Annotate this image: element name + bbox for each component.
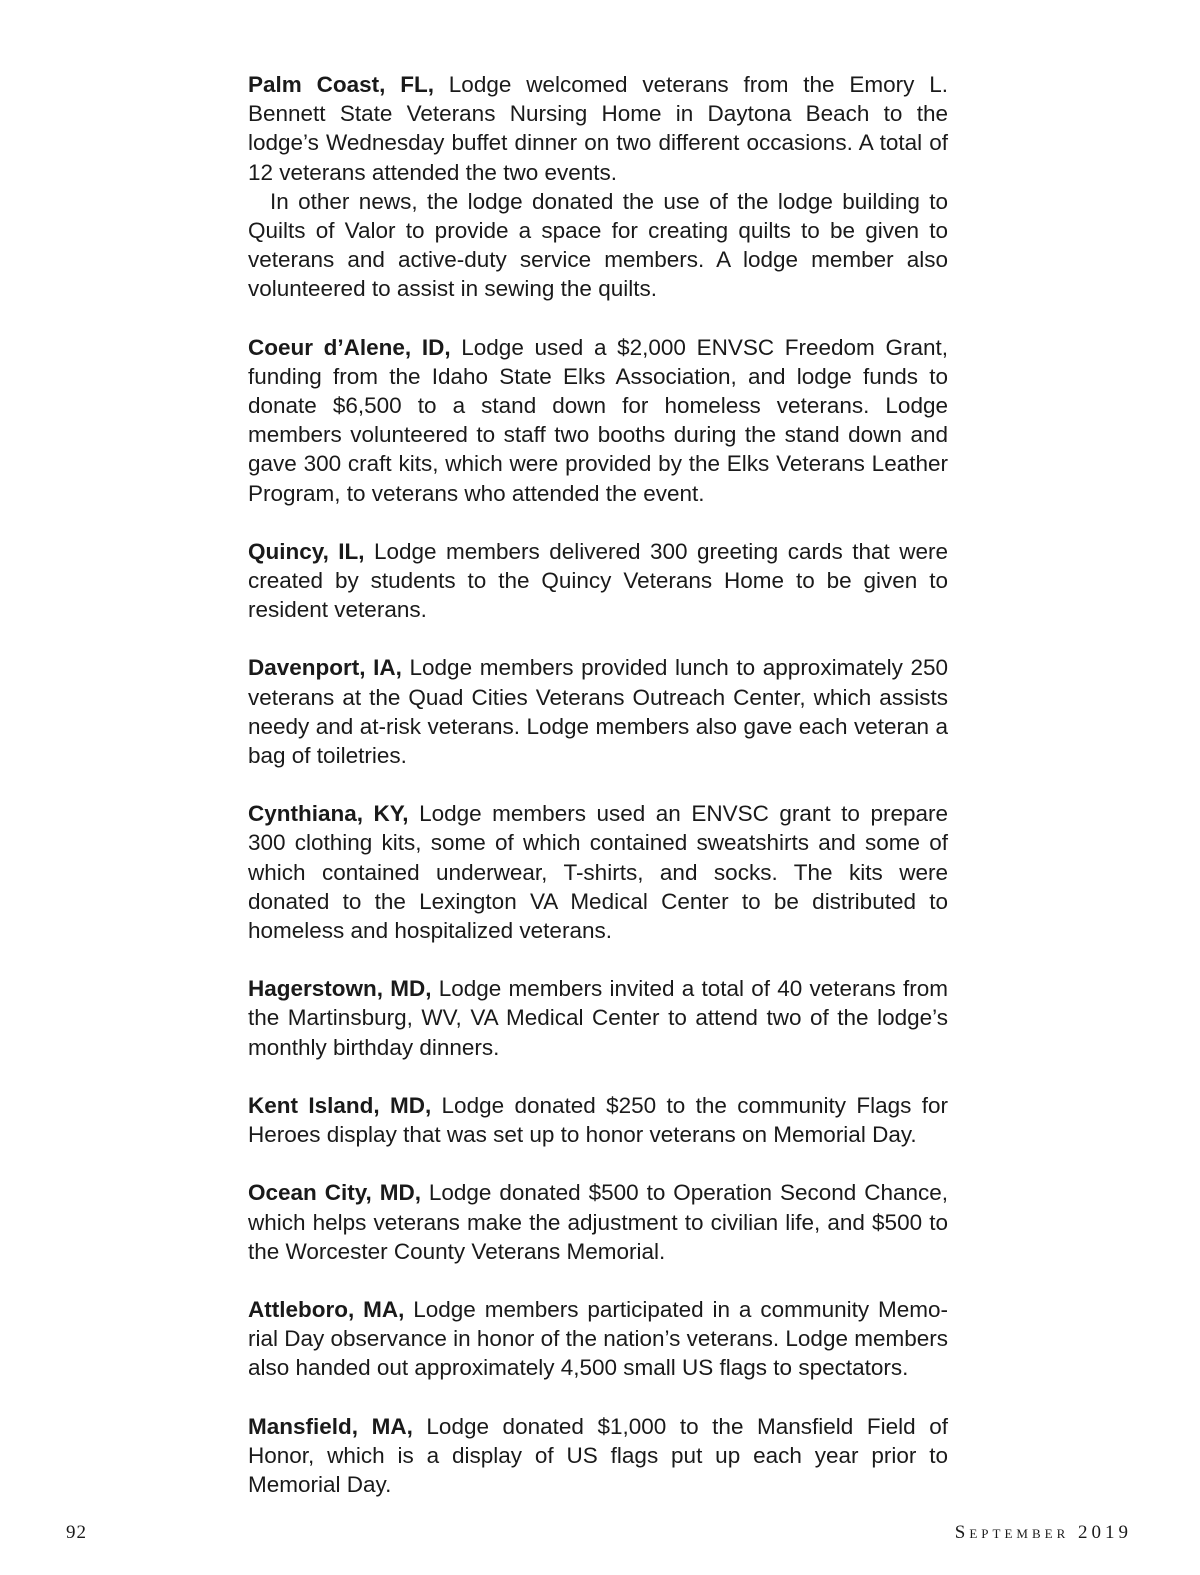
entry-paragraph [248, 974, 948, 1062]
entry-location: Attleboro, MA, [248, 1296, 405, 1322]
entry-location: Quincy, IL, [248, 538, 365, 564]
entry-text: Lodge welcomed veterans from the Emory L. Bennett State Veterans Nursing Home in Daytona Beach to the lodge’s Wednesday buffet dinner on two different occasions. A total of 12 veterans attended the two events. [248, 72, 948, 185]
entry-paragraph [248, 799, 948, 945]
entry-text: Lodge members invited a total of 40 veterans from the Martinsburg, WV, VA Medical Center to attend two of the lodge’s monthly birthday dinners. [248, 976, 948, 1060]
entry-text: Lodge donated $250 to the community Flags for Heroes display that was set up to honor veterans on Memorial Day. [248, 1092, 948, 1148]
entry-paragraph [248, 1178, 948, 1266]
issue-date: September 2019 [954, 1522, 1132, 1543]
entry-continuation: In other news, the lodge donated the use of the lodge building to Quilts of Valor to provide a space for creating quilts to be given to veterans and active-duty service members. A lodge member also volunteered to assist in sewing the quilts. [248, 188, 948, 302]
entry-hagerstown [248, 974, 948, 1062]
entry-ocean-city [248, 1178, 948, 1266]
entry-location: Cynthiana, KY, [248, 801, 409, 827]
entry-quincy [248, 537, 948, 625]
entry-text: Lodge donated $1,000 to the Mansfield Field of Honor, which is a display of US flags put up each year prior to Memorial Day. [248, 1413, 948, 1497]
article-column [248, 70, 948, 1528]
entry-paragraph [248, 70, 948, 187]
entry-davenport [248, 653, 948, 770]
entry-coeur-d-alene [248, 333, 948, 508]
entry-text: Lodge members participated in a community Memorial Day observance in honor of the nation’s veterans. Lodge members also handed out approximately 4,500 small US flags to spectators. [248, 1296, 948, 1381]
entry-paragraph [248, 653, 948, 770]
entry-text: Lodge used a $2,000 ENVSC Freedom Grant, funding from the Idaho State Elks Association, and lodge funds to donate $6,500 to a stand down for homeless veterans. Lodge members volunteered to staff two booths during the stand down and gave 300 craft kits, which were provided by the Elks Veterans Leather Program, to veterans who attended the event. [248, 334, 948, 506]
entry-paragraph [248, 1091, 948, 1149]
entry-attleboro [248, 1295, 948, 1383]
entry-text: Lodge members used an ENVSC grant to prepare 300 clothing kits, some of which contained sweatshirts and some of which contained underwear, T-shirts, and socks. The kits were donated to the Lexington VA Medical Center to be distributed to homeless and hospitalized veterans. [248, 801, 948, 944]
entry-location: Coeur d’Alene, ID, [248, 334, 451, 360]
entry-paragraph [248, 537, 948, 625]
entry-location: Kent Island, MD, [248, 1092, 432, 1118]
entry-location: Hagerstown, MD, [248, 976, 432, 1002]
entry-paragraph [248, 1412, 948, 1500]
entry-kent-island [248, 1091, 948, 1149]
entry-location: Ocean City, MD, [248, 1180, 421, 1206]
entry-text: Lodge members delivered 300 greeting cards that were created by students to the Quincy Veterans Home to be given to resident veterans. [248, 538, 948, 623]
entry-cynthiana [248, 799, 948, 945]
entry-palm-coast [248, 70, 948, 304]
entry-location: Palm Coast, FL, [248, 72, 434, 97]
entry-text: Lodge members provided lunch to approximately 250 veterans at the Quad Cities Veterans Outreach Center, which assists needy and at-risk veterans. Lodge members also gave each veteran a bag of toiletries. [248, 655, 948, 769]
entry-text: Lodge donated $500 to Operation Second Chance, which helps veterans make the adjustment to civilian life, and $500 to the Worcester County Veterans Memorial. [248, 1180, 948, 1264]
entry-paragraph [248, 333, 948, 508]
entry-location: Mansfield, MA, [248, 1413, 413, 1439]
entry-location: Davenport, IA, [248, 655, 402, 681]
entry-mansfield [248, 1412, 948, 1500]
page-number: 92 [66, 1522, 87, 1543]
entry-paragraph [248, 1295, 948, 1383]
